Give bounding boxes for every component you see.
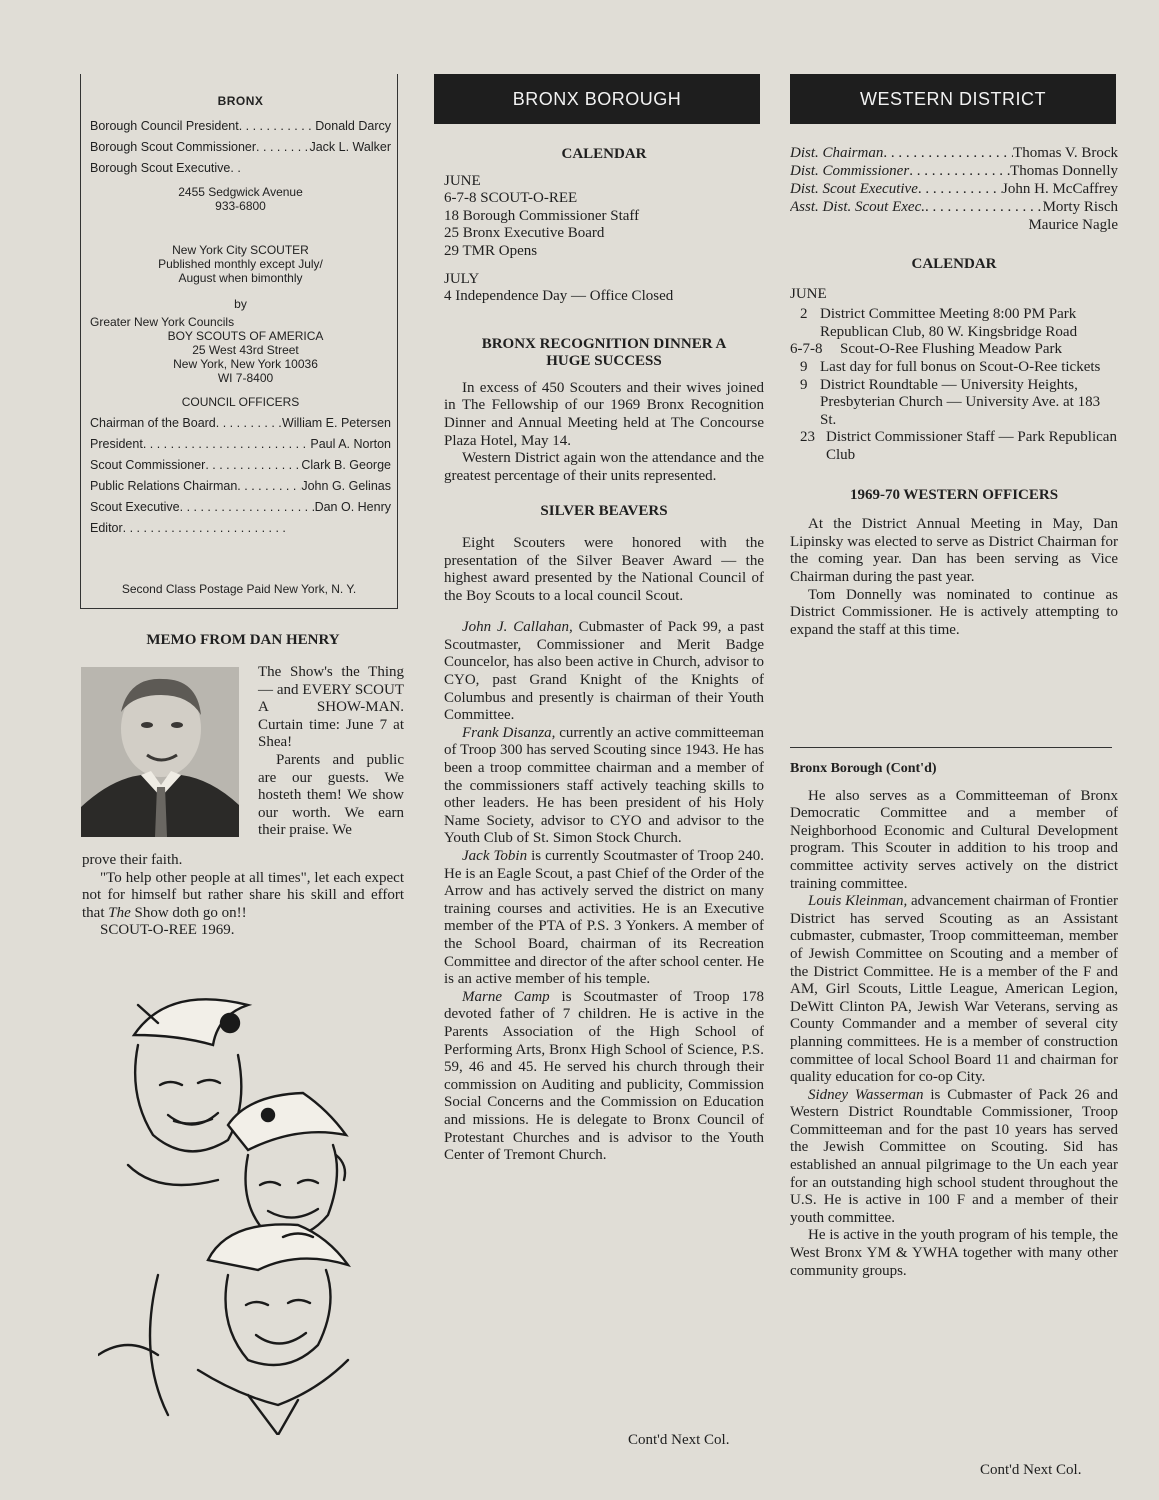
profile-name: Marne Camp: [462, 988, 550, 1005]
row-label: President: [90, 437, 143, 451]
cal-text: Bronx Executive Board: [462, 225, 605, 242]
scouts-illustration: [98, 975, 398, 1435]
address-line: 2455 Sedgwick Avenue: [178, 185, 303, 199]
masthead-box: [80, 74, 398, 609]
calendar-item: [444, 288, 764, 306]
cal-text: TMR Opens: [462, 242, 538, 259]
cal-text: District Committee Meeting 8:00 PM Park Republican Club, 80 W. Kingsbridge Road: [820, 306, 1078, 340]
row-label: Borough Scout Executive: [90, 161, 231, 175]
org-line: 25 West 43rd Street: [192, 343, 299, 357]
cal-date: 25: [444, 225, 459, 242]
continued-note: Cont'd Next Col.: [628, 1432, 730, 1448]
officer-row: [790, 198, 1118, 216]
cal-date: 18: [444, 207, 459, 224]
western-calendar: [790, 306, 1118, 464]
profile-text: is currently Scoutmaster of Troop 240. He is an Eagle Scout, a past Chief of the Order of the Arrow and has actively served the district on many training courses and activities. He is an Executive member of the PTA of P.S. 3 Yonkers. A member of the School Board, chairman of its Recreation Committee and director of the after school center. He is an active member of his temple.: [444, 848, 764, 988]
cal-text: Borough Commissioner Staff: [462, 207, 640, 224]
row-label: Asst. Dist. Scout Exec.: [790, 199, 925, 215]
article-paragraph: Western District again won the attendance and the greatest percentage of their units represented.: [444, 450, 764, 484]
row-label: Scout Executive: [90, 500, 180, 514]
publication-note: August when bimonthly: [178, 271, 303, 285]
cal-date: 9: [800, 358, 808, 375]
profile-paragraph: [444, 725, 764, 848]
masthead-title: BRONX: [217, 94, 264, 108]
profile-text: is Scoutmaster of Troop 178 devoted father of 7 children. He is active in the Parents Association of the High School of Performing Arts, Bronx High School of Science, P.S. 59, 46 and 45. He served his church through their commission on Auditing and publicity, Commission Social Concerns and the Commission on Education and missions. He is delegate to Bronx Council of Protestant Churches and is advisor to the Youth Center of Tremont Church.: [444, 988, 764, 1164]
postage-note: Second Class Postage Paid New York, N. Y.: [121, 582, 357, 596]
cal-text: Scout-O-Ree Flushing Meadow Park: [840, 341, 1063, 358]
profile-paragraph: [790, 1087, 1118, 1228]
officer-extra: Maurice Nagle: [1028, 217, 1118, 233]
article-paragraph: He is active in the youth program of his temple, the West Bronx YM & YWHA together with many other community groups.: [790, 1227, 1118, 1279]
calendar-item: [444, 208, 764, 226]
cal-date: 23: [800, 429, 815, 446]
officer-row: [90, 455, 391, 476]
cal-text: District Roundtable — University Heights, Presbyterian Church — University Ave. at 183 St.: [820, 376, 1101, 428]
row-value: Paul A. Norton: [310, 437, 391, 451]
profile-paragraph: [444, 619, 764, 725]
profile-paragraph: [790, 893, 1118, 1087]
row-label: Borough Scout Commissioner: [90, 140, 257, 154]
calendar-item: [800, 429, 1118, 464]
cal-text: Independence Day — Office Closed: [455, 288, 674, 305]
cal-text: SCOUT-O-REE: [480, 190, 578, 207]
row-label: Scout Commissioner: [90, 458, 206, 472]
row-label: Public Relations Chairman: [90, 479, 238, 493]
profile-name: Sidney Wasserman: [808, 1086, 924, 1103]
memo-text: Show doth go on!!: [130, 904, 247, 921]
row-label: Borough Council President: [90, 119, 239, 133]
banner-text: BRONX BOROUGH: [512, 88, 682, 109]
memo-section: [82, 632, 404, 650]
org-line: WI 7-8400: [217, 371, 274, 385]
cal-text: District Commissioner Staff — Park Republican Club: [826, 429, 1117, 463]
row-value: John G. Gelinas: [301, 479, 391, 493]
by-label: by: [234, 297, 247, 311]
calendar-item: [800, 306, 1118, 341]
org-name: Greater New York Councils: [90, 315, 235, 329]
row-value: John H. McCaffrey: [1002, 181, 1118, 197]
article-paragraph: At the District Annual Meeting in May, Dan Lipinsky was elected to serve as District Chairman for the coming year. Dan has been serving as Vice Chairman during the past year.: [790, 516, 1118, 585]
profile-name: John J. Callahan,: [462, 619, 573, 636]
profile-text: is Cubmaster of Pack 26 and Western District Roundtable Commissioner, Troop Committeeman and for the past 10 years has served the Jewish Committee on Scouting. Sid has established an annual pilgrimage to the Un each year for an outstanding high school student throughout the U.S. He is active in 100 F and a member of their youth committee.: [790, 1086, 1118, 1226]
profile-text: advancement chairman of Frontier District has served Scouting as an Assistant cubmaster, cubmaster, Troop committeeman, member of Jewish Committee on Scouting and a member of the District Committee. He is a member of the F and AM, Girl Scouts, Little League, American Legion, DeWitt Clinton PA, Jewish War Veterans, serving as County Commander and a member of several city planning committees. He is a member of construction committee of local School Board 11 and chairman for quality education for co-op City.: [790, 893, 1119, 1086]
article-paragraph: In excess of 450 Scouters and their wives joined in The Fellowship of our 1969 Bronx Recognition Dinner and Annual Meeting held at The Concourse Plaza Hotel, May 14.: [444, 379, 764, 449]
row-value: Thomas Donnelly: [1010, 163, 1118, 179]
continued-title: Bronx Borough (Cont'd): [790, 761, 937, 776]
memo-signoff: SCOUT-O-REE 1969.: [100, 922, 235, 939]
banner-text: WESTERN DISTRICT: [860, 88, 1046, 109]
row-label: Dist. Scout Executive: [790, 181, 918, 197]
row-value: Donald Darcy: [315, 119, 391, 133]
row-value: Jack L. Walker: [309, 140, 391, 154]
profile-name: Louis Kleinman,: [808, 893, 908, 910]
bronx-calendar: [444, 146, 764, 1165]
calendar-title: CALENDAR: [911, 256, 997, 272]
portrait-icon: [81, 667, 239, 837]
row-label: Dist. Chairman: [790, 145, 884, 161]
row-label: Editor: [90, 521, 123, 535]
western-officers-list: [790, 144, 1118, 639]
bronx-borough-banner: [434, 74, 760, 124]
masthead-row: [90, 158, 240, 179]
officers-title: COUNCIL OFFICERS: [181, 395, 300, 409]
publication-name: New York City SCOUTER: [172, 243, 309, 257]
org-line: New York, New York 10036: [173, 357, 318, 371]
western-district-banner: [790, 74, 1116, 124]
memo-paragraph: Parents and public are our guests. We hosteth them! We show our worth. We earn their praise. We: [258, 751, 404, 839]
masthead-row: [90, 137, 391, 158]
masthead-row: [90, 116, 391, 137]
calendar-title: CALENDAR: [561, 146, 647, 162]
memo-paragraph: prove their faith.: [82, 852, 183, 868]
row-value: Dan O. Henry: [314, 500, 391, 514]
section-divider: [790, 747, 1112, 748]
officer-row: [90, 518, 290, 539]
officer-row: [790, 180, 1118, 198]
row-value: Morty Risch: [1042, 199, 1118, 215]
cal-date: 29: [444, 242, 459, 259]
calendar-item: [444, 190, 764, 208]
publication-note: Published monthly except July/: [158, 257, 323, 271]
officer-row: [90, 434, 391, 455]
month-label: JUNE: [444, 172, 481, 189]
dinner-title: BRONX RECOGNITION DINNER A HUGE SUCCESS: [481, 335, 727, 369]
calendar-item: [790, 341, 1118, 359]
profile-paragraph: [444, 989, 764, 1165]
officer-row: [90, 413, 391, 434]
dan-henry-photo: [81, 667, 239, 837]
profile-name: Frank Disanza,: [462, 724, 556, 741]
cal-date: 6-7-8: [790, 341, 823, 358]
row-value: Thomas V. Brock: [1013, 145, 1118, 161]
cal-date: 2: [800, 306, 808, 323]
memo-text: The: [108, 904, 131, 921]
month-label: JULY: [444, 270, 480, 287]
cal-text: Last day for full bonus on Scout-O-Ree tickets: [820, 358, 1101, 375]
calendar-item: [800, 377, 1118, 430]
cal-date: 4: [444, 288, 452, 305]
article-paragraph: He also serves as a Committeeman of Bronx Democratic Committee and a member of Neighborhood Economic and Cultural Development program. This Scouter in addition to his troop and committee activity serves actively on the district training committee.: [790, 787, 1118, 892]
profile-text: Cubmaster of Pack 99, a past Scoutmaster, Commissioner and Merit Badge Councelor, has also been active in Church, advisor to CYO, past Grand Knight of the Knights of Columbus and presently is chairman of their Youth Committee.: [444, 619, 764, 724]
western-officers-title: 1969-70 WESTERN OFFICERS: [849, 486, 1059, 503]
month-label: JUNE: [790, 285, 827, 302]
phone-line: 933-6800: [215, 199, 266, 213]
beavers-title: SILVER BEAVERS: [540, 503, 668, 520]
org-line: BOY SCOUTS OF AMERICA: [167, 329, 324, 343]
calendar-item: [444, 225, 764, 243]
profile-name: Jack Tobin: [462, 848, 528, 864]
cal-date: 6-7-8: [444, 190, 477, 207]
officer-row: [90, 497, 391, 518]
memo-paragraph: [82, 870, 404, 923]
row-label: Chairman of the Board: [90, 416, 216, 430]
memo-title: MEMO FROM DAN HENRY: [146, 632, 340, 648]
bronx-continued: [790, 760, 1118, 1280]
row-value: William E. Petersen: [281, 416, 391, 430]
article-paragraph: Eight Scouters were honored with the presentation of the Silver Beaver Award — the highest award presented by the National Council of the Boy Scouts to a local council Scout.: [444, 534, 764, 604]
calendar-item: [444, 243, 764, 261]
cal-date: 9: [800, 376, 808, 393]
row-value: Clark B. George: [301, 458, 391, 472]
profile-text: currently an active committeeman of Troop 300 has served Scouting since 1943. He has been a troop committee chairman and a member of the commissioners staff actively teaching skills to other leaders. He has been president of his Holy Name Society, advisor to CYO and advisor to the Youth Club of St. Simon Stock Church.: [444, 724, 764, 847]
continued-note: Cont'd Next Col.: [980, 1462, 1082, 1478]
memo-continued: [82, 852, 404, 940]
officer-row: [90, 476, 391, 497]
officer-row: [790, 162, 1118, 180]
profile-paragraph: [444, 848, 764, 989]
calendar-item: [800, 359, 1118, 377]
memo-beside-photo: [258, 664, 404, 840]
officer-row: [790, 144, 1118, 162]
row-label: Dist. Commissioner: [790, 163, 910, 179]
memo-paragraph: The Show's the Thing — and EVERY SCOUT A SHOW-MAN. Curtain time: June 7 at Shea!: [258, 664, 404, 751]
article-paragraph: Tom Donnelly was nominated to continue as District Commissioner. He is actively attempting to expand the staff at this time.: [790, 586, 1118, 638]
memo-text: "To help other people at all times", let each expect not for himself but rather share his skill and effort that: [82, 869, 404, 921]
